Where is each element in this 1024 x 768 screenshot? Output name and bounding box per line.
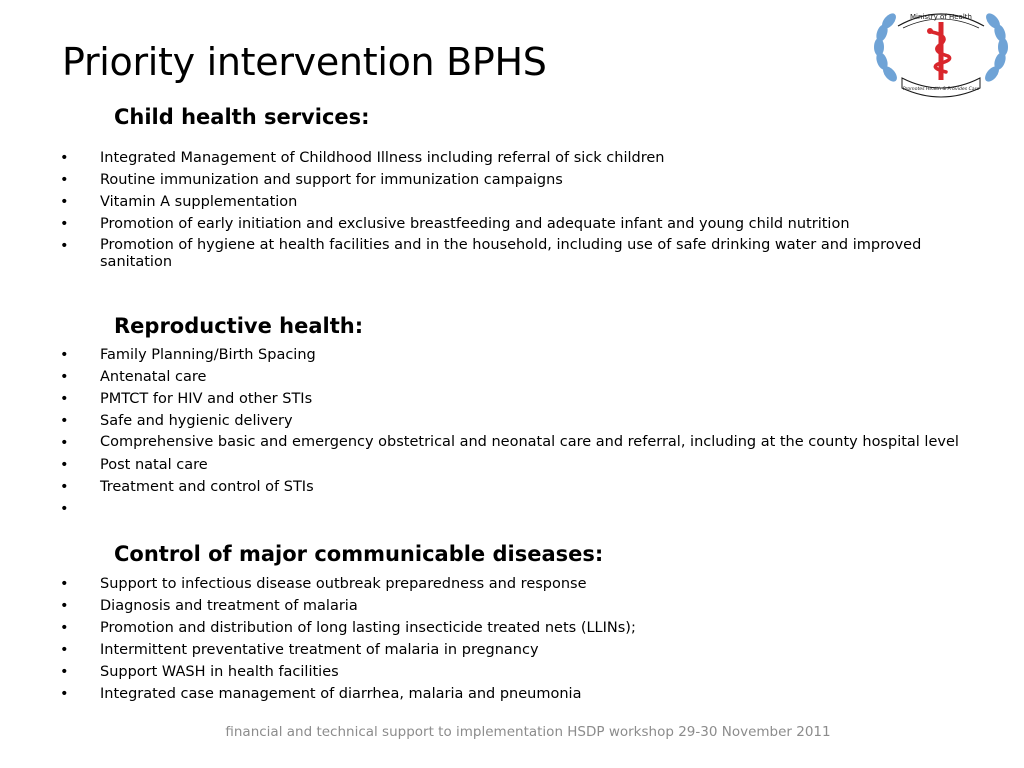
bullet-icon: • <box>60 391 69 407</box>
list-item: • Promotion of early initiation and exclusive breastfeeding and adequate infant and young child nutrition <box>0 213 1000 235</box>
communicable-diseases-list <box>0 573 1000 705</box>
bullet-icon: • <box>60 664 69 680</box>
child-health-heading: Child health services: <box>114 105 370 129</box>
ministry-of-health-logo <box>868 4 1014 100</box>
bullet-icon: • <box>60 620 69 636</box>
slide-footer: financial and technical support to implementation HSDP workshop 29-30 November 2011 <box>225 724 831 740</box>
bullet-icon: • <box>60 457 69 473</box>
list-item: • Antenatal care <box>0 366 1000 388</box>
logo-motto: Promotes Health & Provides Care <box>902 87 980 92</box>
list-item: • Support WASH in health facilities <box>0 661 1000 683</box>
bullet-icon: • <box>60 347 69 363</box>
bullet-icon: • <box>60 435 69 451</box>
bullet-icon: • <box>60 194 69 210</box>
child-health-list <box>0 147 1000 274</box>
list-item: • Vitamin A supplementation <box>0 191 1000 213</box>
bullet-icon: • <box>60 238 69 254</box>
list-item: • Safe and hygienic delivery <box>0 410 1000 432</box>
bullet-icon: • <box>60 598 69 614</box>
bullet-icon: • <box>60 172 69 188</box>
list-item: • Integrated case management of diarrhea, malaria and pneumonia <box>0 683 1000 705</box>
communicable-diseases-heading: Control of major communicable diseases: <box>114 542 604 566</box>
list-item: • Promotion and distribution of long lasting insecticide treated nets (LLINs); <box>0 617 1000 639</box>
bullet-icon: • <box>60 576 69 592</box>
list-item: • Support to infectious disease outbreak preparedness and response <box>0 573 1000 595</box>
bullet-icon: • <box>60 479 69 495</box>
list-item: • PMTCT for HIV and other STIs <box>0 388 1000 410</box>
list-item: • Post natal care <box>0 454 1000 476</box>
reproductive-health-list <box>0 344 1000 520</box>
caduceus-icon <box>927 22 950 80</box>
list-item: • Comprehensive basic and emergency obstetrical and neonatal care and referral, including at the county hospital level <box>0 432 1000 454</box>
list-item: • Diagnosis and treatment of malaria <box>0 595 1000 617</box>
logo-label: Ministry of Health <box>910 13 972 21</box>
list-item <box>0 498 1000 520</box>
slide-title: Priority intervention BPHS <box>62 40 547 84</box>
list-item: • Routine immunization and support for immunization campaigns <box>0 169 1000 191</box>
bullet-icon: • <box>60 686 69 702</box>
list-item: • Integrated Management of Childhood Illness including referral of sick children <box>0 147 1000 169</box>
reproductive-health-heading: Reproductive health: <box>114 314 364 338</box>
bullet-icon: • <box>60 369 69 385</box>
list-item: • Family Planning/Birth Spacing <box>0 344 1000 366</box>
list-item: • Promotion of hygiene at health facilities and in the household, including use of safe drinking water and improved sanitation <box>60 237 922 270</box>
list-item: • Treatment and control of STIs <box>0 476 1000 498</box>
list-item: • Intermittent preventative treatment of malaria in pregnancy <box>0 639 1000 661</box>
bullet-icon: • <box>60 413 69 429</box>
bullet-icon: • <box>60 501 69 517</box>
bullet-icon: • <box>60 150 69 166</box>
bullet-icon: • <box>60 642 69 658</box>
bullet-icon: • <box>60 216 69 232</box>
